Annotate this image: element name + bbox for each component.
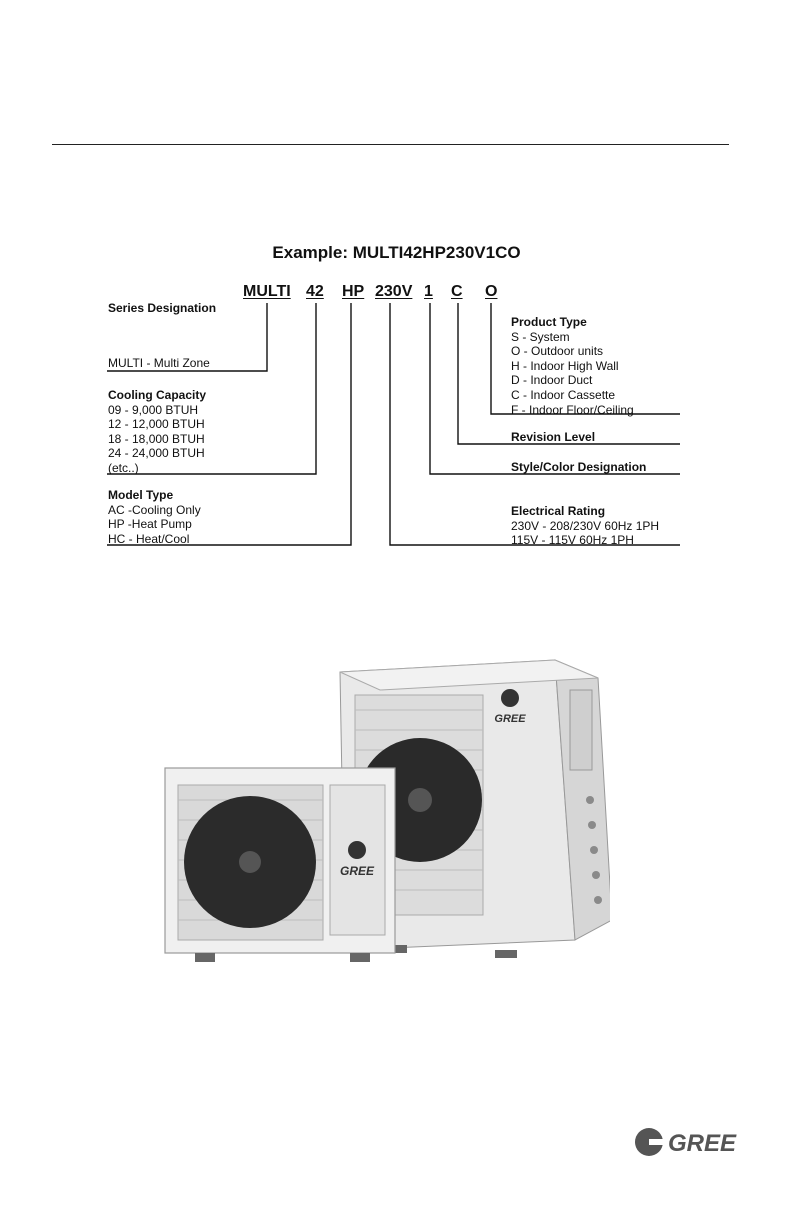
electrical-item: 115V - 115V 60Hz 1PH bbox=[511, 533, 634, 548]
code-product: O bbox=[485, 283, 498, 300]
capacity-title: Cooling Capacity bbox=[108, 388, 207, 402]
model-item: HC - Heat/Cool bbox=[108, 531, 190, 546]
product-item: S - System bbox=[511, 329, 570, 344]
product-title: Product Type bbox=[511, 315, 587, 329]
gree-logo-text: GREE bbox=[668, 1130, 737, 1157]
capacity-item: (etc..) bbox=[108, 460, 139, 475]
code-voltage: 230V bbox=[375, 283, 413, 300]
electrical-item: 230V - 208/230V 60Hz 1PH bbox=[511, 518, 660, 533]
connector-lines bbox=[0, 0, 793, 560]
series-title: Series Designation bbox=[108, 301, 217, 315]
capacity-item: 18 - 18,000 BTUH bbox=[108, 431, 205, 446]
code-series: MULTI bbox=[243, 283, 291, 300]
capacity-item: 09 - 9,000 BTUH bbox=[108, 402, 199, 417]
capacity-block bbox=[108, 388, 206, 476]
style-title: Style/Color Designation bbox=[511, 460, 647, 474]
revision-title: Revision Level bbox=[511, 430, 596, 444]
small-outdoor-unit bbox=[165, 768, 395, 962]
gree-logo bbox=[632, 1122, 772, 1164]
product-item: C - Indoor Cassette bbox=[511, 387, 616, 402]
capacity-item: 24 - 24,000 BTUH bbox=[108, 446, 205, 461]
code-style: 1 bbox=[424, 283, 433, 300]
product-item: D - Indoor Duct bbox=[511, 373, 593, 388]
capacity-item: 12 - 12,000 BTUH bbox=[108, 417, 205, 432]
model-title: Model Type bbox=[108, 488, 174, 502]
example-heading: Example: MULTI42HP230V1CO bbox=[272, 243, 521, 262]
electrical-block bbox=[511, 504, 659, 548]
code-revision: C bbox=[451, 283, 463, 300]
code-model: HP bbox=[342, 283, 365, 300]
outdoor-units-photo bbox=[150, 650, 610, 970]
code-capacity: 42 bbox=[306, 283, 324, 300]
model-block bbox=[108, 488, 201, 546]
product-item: F - Indoor Floor/Ceiling bbox=[511, 402, 634, 417]
electrical-title: Electrical Rating bbox=[511, 504, 606, 518]
large-unit-brand: GREE bbox=[494, 713, 526, 725]
product-item: H - Indoor High Wall bbox=[511, 358, 619, 373]
small-unit-brand: GREE bbox=[339, 864, 375, 878]
series-item: MULTI - Multi Zone bbox=[108, 356, 210, 370]
product-block bbox=[511, 315, 634, 417]
product-item: O - Outdoor units bbox=[511, 344, 604, 359]
model-item: HP -Heat Pump bbox=[108, 517, 192, 532]
model-item: AC -Cooling Only bbox=[108, 502, 201, 517]
